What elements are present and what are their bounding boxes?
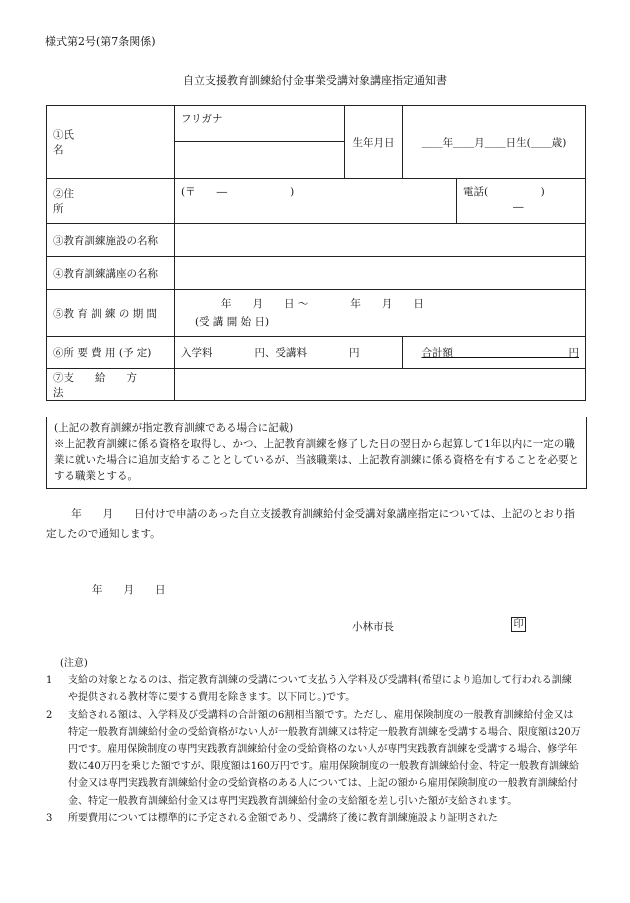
note-item bbox=[46, 707, 581, 810]
period-field[interactable] bbox=[175, 290, 586, 337]
period-value: 年 月 日 ～ 年 月 日 bbox=[221, 298, 424, 310]
form-number: 様式第2号(第7条関係) bbox=[45, 35, 156, 48]
birth-value: ＿＿年＿＿月＿＿日生(＿＿歳) bbox=[421, 136, 567, 149]
phone-label: 電話( ) bbox=[463, 186, 545, 198]
application-form-table bbox=[46, 105, 586, 401]
facility-label: ③教育訓練施設の名称 bbox=[53, 234, 158, 247]
furigana-cell[interactable] bbox=[175, 106, 345, 142]
address-label-cell bbox=[47, 179, 175, 224]
note-item bbox=[46, 810, 581, 827]
seal-icon: 印 bbox=[511, 617, 526, 632]
period-note: (受 講 開 始 日) bbox=[195, 316, 270, 328]
issue-date: 年 月 日 bbox=[92, 584, 166, 596]
designated-note-body: ※上記教育訓練に係る資格を取得し、かつ、上記教育訓練を修了した日の翌日から起算して1年以内に一定の職業に就いた場合に追加支給することとしているが、当該職業は、上記教育訓練に係る資格を有することを必要とする職業とする。 bbox=[54, 438, 579, 482]
period-label-cell bbox=[47, 290, 175, 337]
name-label: ①氏 名 bbox=[53, 129, 158, 156]
note-number: 1 bbox=[46, 675, 53, 687]
facility-field[interactable] bbox=[175, 224, 586, 257]
designated-note-header: (上記の教育訓練が指定教育訓練である場合に記載) bbox=[54, 422, 294, 434]
note-item bbox=[46, 672, 581, 706]
birth-label: 生年月日 bbox=[352, 136, 395, 149]
payment-field[interactable] bbox=[175, 369, 586, 401]
note-number: 3 bbox=[46, 812, 53, 824]
phone-field[interactable] bbox=[457, 179, 586, 224]
notes-heading: (注意) bbox=[60, 658, 88, 669]
birth-label-cell bbox=[345, 106, 403, 179]
postal-code: (〒 ― ) bbox=[181, 186, 295, 198]
notice-text: 年 月 日付けで申請のあった自立支援教育訓練給付金受講対象講座指定については、上記のとおり指定したので通知します。 bbox=[46, 508, 575, 540]
payment-label-cell bbox=[47, 369, 175, 401]
document-title: 自立支援教育訓練給付金事業受講対象講座指定通知書 bbox=[183, 74, 447, 87]
cost-label: ⑥所 要 費 用 (予 定) bbox=[53, 347, 152, 359]
payment-label: ⑦支 給 方 法 bbox=[53, 371, 158, 399]
phone-dash: ― bbox=[513, 201, 524, 213]
issuer: 小林市長 bbox=[352, 621, 394, 633]
note-text: 支給される額は、入学料及び受講料の合計額の6割相当額です。ただし、雇用保険制度の一般教育訓練給付金又は特定一般教育訓練給付金の受給資格がない人が一般教育訓練又は特定一般教育訓練を受講する場合、限度額は20万円です。雇用保険制度の専門実践教育訓練給付金の受給資格のない人が専門実践教育訓練を受講する場合、修学年数に40万円を乗じた額ですが、限度額は160万円です。雇用保険制度の一般教育訓練給付金、特定一般教育訓練給付金又は専門実践教育訓練給付金の受給資格のある人については、上記の額から雇用保険制度の一般教育訓練給付金、特定一般教育訓練給付金又は専門実践教育訓練給付金の支給額を差し引いた額が支給されます。 bbox=[68, 709, 581, 807]
notes-section bbox=[46, 655, 581, 827]
name-label-cell bbox=[47, 106, 175, 179]
birth-date-field[interactable] bbox=[403, 106, 586, 179]
course-label: ④教育訓練講座の名称 bbox=[53, 267, 158, 280]
note-text: 支給の対象となるのは、指定教育訓練の受講について支払う入学料及び受講料(希望により追加して行われる訓練や提供される教材等に要する費用を除きます。以下同じ。)です。 bbox=[68, 675, 572, 704]
cost-label-cell bbox=[47, 337, 175, 369]
furigana-label: フリガナ bbox=[181, 113, 223, 125]
cost-total: 合計額 円 bbox=[421, 347, 580, 359]
facility-label-cell bbox=[47, 224, 175, 257]
address-field[interactable] bbox=[175, 179, 457, 224]
designated-training-note bbox=[46, 417, 587, 489]
course-label-cell bbox=[47, 257, 175, 290]
name-field[interactable] bbox=[175, 142, 345, 179]
cost-entry: 入学料 円、受講料 円 bbox=[181, 347, 360, 359]
note-text: 所要費用については標準的に予定される金額であり、受講終了後に教育訓練施設より証明された bbox=[68, 812, 498, 824]
cost-field[interactable] bbox=[175, 337, 403, 369]
seal-mark bbox=[511, 617, 526, 632]
note-number: 2 bbox=[46, 709, 53, 721]
period-label: ⑤教 育 訓 練 の 期 間 bbox=[53, 307, 158, 320]
cost-total-field[interactable] bbox=[403, 337, 586, 369]
course-field[interactable] bbox=[175, 257, 586, 290]
address-label: ②住 所 bbox=[53, 188, 158, 215]
